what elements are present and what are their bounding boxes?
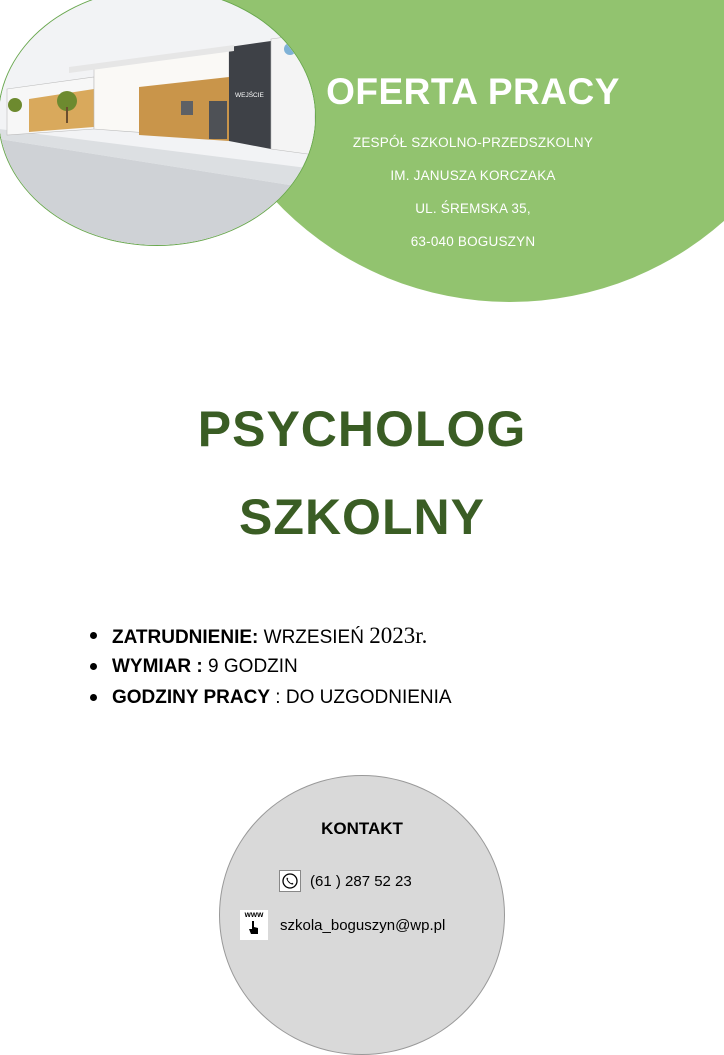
detail-year: 2023r.	[369, 623, 428, 648]
detail-working-time	[90, 682, 452, 713]
bullet-icon	[90, 694, 97, 701]
school-building-image	[0, 0, 316, 246]
building-sign-text: WEJŚCIE	[235, 92, 264, 99]
street-line: UL. ŚREMSKA 35,	[415, 201, 531, 216]
detail-label: GODZINY PRACY	[112, 687, 271, 708]
offer-title: OFERTA PRACY	[326, 71, 620, 112]
detail-employment	[90, 620, 452, 651]
www-icon	[240, 910, 268, 940]
bullet-icon	[90, 663, 97, 670]
school-patron-line: IM. JANUSZA KORCZAKA	[390, 168, 556, 183]
contact-title: KONTAKT	[321, 819, 403, 838]
email-row	[240, 910, 445, 940]
email-address[interactable]: szkola_boguszyn@wp.pl	[280, 916, 446, 934]
detail-label: WYMIAR :	[112, 656, 203, 677]
job-details-list	[90, 620, 452, 713]
school-name-line: ZESPÓŁ SZKOLNO-PRZEDSZKOLNY	[352, 135, 594, 150]
phone-row	[279, 870, 412, 892]
detail-value: : DO UZGODNIENIA	[270, 687, 452, 708]
detail-hours	[90, 651, 452, 682]
job-title-line-2: SZKOLNY	[239, 489, 485, 545]
detail-value: WRZESIEŃ	[263, 627, 364, 648]
phone-number[interactable]: (61 ) 287 52 23	[310, 872, 412, 890]
job-title-line-1: PSYCHOLOG	[197, 401, 527, 457]
city-line: 63-040 BOGUSZYN	[410, 234, 536, 249]
detail-value: 9 GODZIN	[208, 656, 298, 677]
bullet-icon	[90, 632, 97, 639]
detail-label: ZATRUDNIENIE:	[112, 627, 259, 648]
www-icon-text: www	[244, 910, 264, 919]
header-block	[318, 70, 628, 252]
phone-icon	[279, 870, 301, 892]
